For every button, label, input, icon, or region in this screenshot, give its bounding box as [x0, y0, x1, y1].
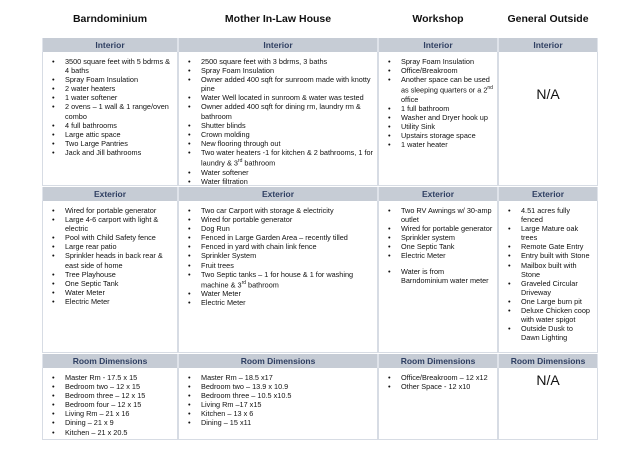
- list-item: • Another space can be used as sleeping quarters or a 2nd office: [401, 75, 493, 104]
- rooms-header-general: Room Dimensions: [498, 354, 598, 368]
- list-item: • Water Well located in sunroom & water was tested: [201, 93, 373, 102]
- interior-cell-barndominium: [42, 52, 178, 186]
- list-item: • Utility Sink: [401, 122, 493, 131]
- list-item: • Spray Foam Insulation: [401, 57, 493, 66]
- exterior-list-barndominium: [43, 201, 177, 306]
- list-item: • Kitchen – 13 x 6: [201, 409, 373, 418]
- column-header-barndominium: Barndominium: [72, 13, 148, 25]
- exterior-cell-workshop: [378, 201, 498, 353]
- list-item: • Tree Playhouse: [65, 270, 173, 279]
- list-item: • Two Septic tanks – 1 for house & 1 for washing machine & 3rd bathroom: [201, 270, 373, 290]
- list-item: • Spray Foam Insulation: [65, 75, 173, 84]
- list-item: • Bedroom three – 12 x 15: [65, 391, 173, 400]
- interior-cell-workshop: [378, 52, 498, 186]
- rooms-cell-mother-in-law: [178, 368, 378, 440]
- list-item: • Wired for portable generator: [401, 224, 493, 233]
- list-item: • Water is from Barndominium water meter: [401, 267, 493, 285]
- list-item: • Bedroom three – 10.5 x10.5: [201, 391, 373, 400]
- list-item: • Bedroom two – 13.9 x 10.9: [201, 382, 373, 391]
- rooms-general-na: N/A: [536, 372, 560, 388]
- rooms-list-barndominium: [43, 368, 177, 437]
- exterior-cell-mother-in-law: [178, 201, 378, 353]
- list-item: • Two RV Awnings w/ 30-amp outlet: [401, 206, 493, 224]
- interior-cell-mother-in-law: [178, 52, 378, 186]
- exterior-cell-general: [498, 201, 598, 353]
- list-item: • 2500 square feet with 3 bdrms, 3 baths: [201, 57, 373, 66]
- list-item: • Master Rm – 18.5 x17: [201, 373, 373, 382]
- list-item: • Deluxe Chicken coop with water spigot: [521, 306, 593, 324]
- exterior-list-workshop: [379, 201, 497, 285]
- list-item: • Sprinkler heads in back rear & east side of home: [65, 251, 173, 269]
- column-header-mother-in-law-house: Mother In-Law House: [224, 13, 332, 25]
- interior-cell-general: [498, 52, 598, 186]
- list-item: • Jack and Jill bathrooms: [65, 148, 173, 157]
- list-item: • Living Rm –17 x15: [201, 400, 373, 409]
- list-item: • Large Mature oak trees: [521, 224, 593, 242]
- list-item: • Fruit trees: [201, 261, 373, 270]
- interior-header-workshop: Interior: [378, 38, 498, 52]
- exterior-header-mother-in-law: Exterior: [178, 187, 378, 201]
- list-item: • 4 full bathrooms: [65, 121, 173, 130]
- rooms-cell-workshop: [378, 368, 498, 440]
- list-item: • Water filtration: [201, 177, 373, 186]
- list-item: • Large 4-6 carport with light & electric: [65, 215, 173, 233]
- interior-list-workshop: [379, 52, 497, 149]
- interior-list-mother-in-law: [179, 52, 377, 186]
- list-item: • Office/Breakroom: [401, 66, 493, 75]
- list-item: • Two car Carport with storage & electricity: [201, 206, 373, 215]
- list-item: • Electric Meter: [401, 251, 493, 260]
- list-item: • Large rear patio: [65, 242, 173, 251]
- list-item: • 1 water heater: [401, 140, 493, 149]
- column-header-workshop: Workshop: [412, 13, 464, 25]
- list-item: • Large attic space: [65, 130, 173, 139]
- list-item: • Bedroom two – 12 x 15: [65, 382, 173, 391]
- list-item: • New flooring through out: [201, 139, 373, 148]
- list-item: • Two water heaters -1 for kitchen & 2 bathrooms, 1 for laundry & 3rd bathroom: [201, 148, 373, 168]
- exterior-header-workshop: Exterior: [378, 187, 498, 201]
- list-item: • Owner added 400 sqft for dining rm, laundry rm & bathroom: [201, 102, 373, 120]
- interior-header-general: Interior: [498, 38, 598, 52]
- list-item: • Fenced in Large Garden Area – recently tilled: [201, 233, 373, 242]
- list-item: • Dog Run: [201, 224, 373, 233]
- list-item: • 1 full bathroom: [401, 104, 493, 113]
- exterior-list-general: [499, 201, 597, 342]
- rooms-header-barndominium: Room Dimensions: [42, 354, 178, 368]
- list-item: • Spray Foam Insulation: [201, 66, 373, 75]
- list-item: • 1 water softener: [65, 93, 173, 102]
- list-item: • 4.51 acres fully fenced: [521, 206, 593, 224]
- list-item: • Crown molding: [201, 130, 373, 139]
- list-item: • Graveled Circular Driveway: [521, 279, 593, 297]
- list-item: • Remote Gate Entry: [521, 242, 593, 251]
- list-item: • Dining – 15 x11: [201, 418, 373, 427]
- list-item: • Electric Meter: [65, 297, 173, 306]
- list-item: • Office/Breakroom – 12 x12: [401, 373, 493, 382]
- list-item: • One Septic Tank: [65, 279, 173, 288]
- list-item: • Other Space - 12 x10: [401, 382, 493, 391]
- list-item: • 3500 square feet with 5 bdrms & 4 baths: [65, 57, 173, 75]
- list-item: • 2 ovens – 1 wall & 1 range/oven combo: [65, 102, 173, 120]
- interior-general-na: N/A: [536, 86, 560, 102]
- rooms-header-mother-in-law: Room Dimensions: [178, 354, 378, 368]
- rooms-cell-barndominium: [42, 368, 178, 440]
- list-item: • Master Rm - 17.5 x 15: [65, 373, 173, 382]
- interior-header-barndominium: Interior: [42, 38, 178, 52]
- interior-list-barndominium: [43, 52, 177, 157]
- list-item: • Water softener: [201, 168, 373, 177]
- list-item: • Entry built with Stone: [521, 251, 593, 260]
- column-header-general-outside: General Outside: [507, 13, 589, 25]
- list-item: • Two Large Pantries: [65, 139, 173, 148]
- list-item: • Shutter blinds: [201, 121, 373, 130]
- list-item: • Outside Dusk to Dawn Lighting: [521, 324, 593, 342]
- rooms-cell-general: [498, 368, 598, 440]
- rooms-list-workshop: [379, 368, 497, 391]
- list-item: • Water Meter: [65, 288, 173, 297]
- list-item: • Pool with Child Safety fence: [65, 233, 173, 242]
- list-item: • Washer and Dryer hook up: [401, 113, 493, 122]
- list-item: • One Septic Tank: [401, 242, 493, 251]
- rooms-list-mother-in-law: [179, 368, 377, 428]
- rooms-header-workshop: Room Dimensions: [378, 354, 498, 368]
- list-item: • Sprinkler system: [401, 233, 493, 242]
- list-item: • Dining – 21 x 9: [65, 418, 173, 427]
- list-item: • Wired for portable generator: [201, 215, 373, 224]
- list-item: • Water Meter: [201, 289, 373, 298]
- list-item: • 2 water heaters: [65, 84, 173, 93]
- list-item: • Kitchen – 21 x 20.5: [65, 428, 173, 437]
- list-item: • Fenced in yard with chain link fence: [201, 242, 373, 251]
- exterior-cell-barndominium: [42, 201, 178, 353]
- interior-header-mother-in-law: Interior: [178, 38, 378, 52]
- list-item: • Wired for portable generator: [65, 206, 173, 215]
- exterior-header-barndominium: Exterior: [42, 187, 178, 201]
- list-item: • Living Rm – 21 x 16: [65, 409, 173, 418]
- list-item: • Sprinkler System: [201, 251, 373, 260]
- list-item: • Mailbox built with Stone: [521, 261, 593, 279]
- list-item: • Bedroom four – 12 x 15: [65, 400, 173, 409]
- list-item: • Owner added 400 sqft for sunroom made with knotty pine: [201, 75, 373, 93]
- list-item: • Upstairs storage space: [401, 131, 493, 140]
- exterior-header-general: Exterior: [498, 187, 598, 201]
- exterior-list-mother-in-law: [179, 201, 377, 307]
- list-item: • Electric Meter: [201, 298, 373, 307]
- list-item: • One Large burn pit: [521, 297, 593, 306]
